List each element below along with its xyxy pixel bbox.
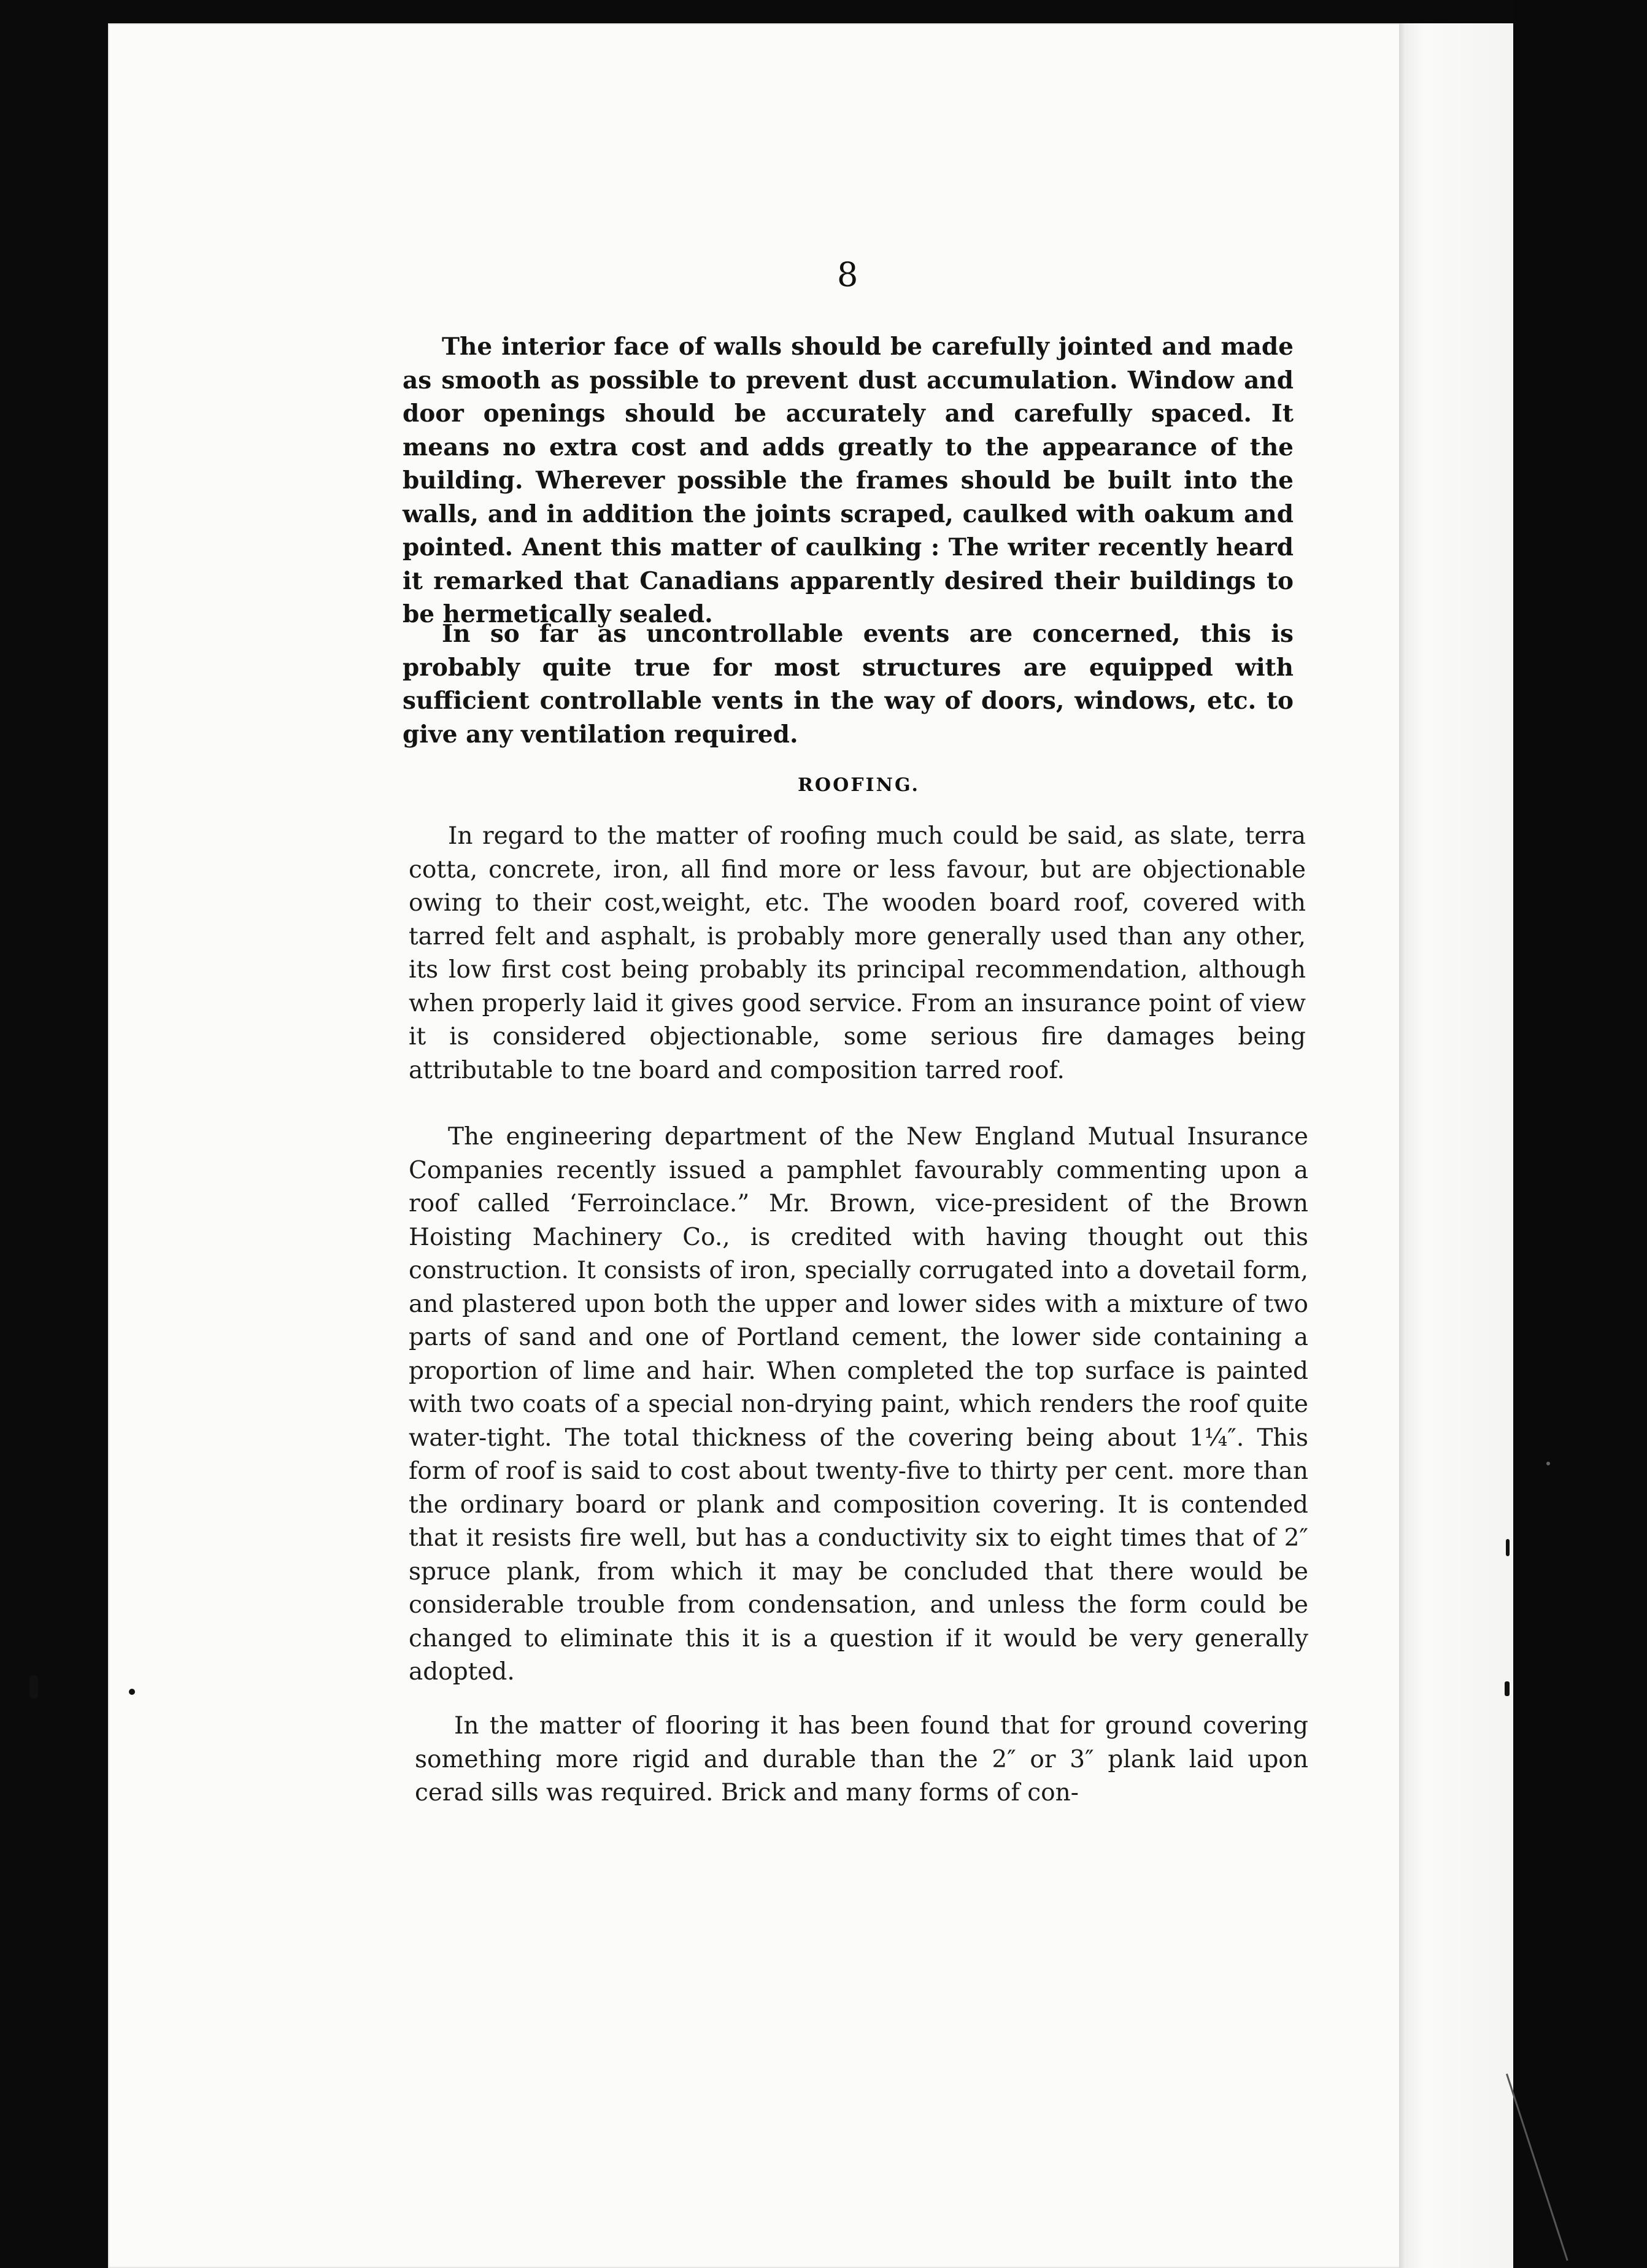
paragraph: In regard to the matter of roofing much could be said, as slate, terra cotta, concrete, iron, all find more or less favour, but are objectionable owing to their cost,weight, etc. The wooden board roof, covered with tarred felt and asphalt, is probably more generally used than any other, its low first cost being probably its principal recommendation, although when properly laid it gives good service. From an insurance point of view it is considered objectionable, some serious fire damages being attributable to tne board and composition tarred roof. xyxy=(409,822,1306,1084)
scan-edge-right xyxy=(1513,0,1647,2268)
paragraph: The interior face of walls should be carefully jointed and made as smooth as possible to prevent dust accumulation. Window and door openings should be accurately and carefully spaced. It means no extra cost and adds greatly to the appearance of the building. Wherever possible the frames should be built into the walls, and in addition the joints scraped, caulked with oakum and pointed. Anent this matter of caulking : The writer recently heard it remarked that Canadians apparently desired their buildings to be hermetically sealed. xyxy=(403,333,1294,628)
paragraph: In the matter of flooring it has been found that for ground covering something more rigid and durable than the 2″ or 3″ plank laid upon cerad sills was required. Brick and many forms of con- xyxy=(415,1712,1308,1807)
paragraph: In so far as uncontrollable events are concerned, this is probably quite true for most structures are equipped with sufficient controllable vents in the way of doors, windows, etc. to give any ventilation required. xyxy=(403,620,1294,749)
page-number: 8 xyxy=(837,255,858,294)
margin-speck xyxy=(29,1675,38,1699)
margin-speck xyxy=(1546,1462,1550,1465)
margin-speck xyxy=(1506,1539,1510,1556)
page-fold-shadow xyxy=(1399,23,1513,2268)
section-heading: ROOFING. xyxy=(798,774,920,796)
margin-speck xyxy=(129,1689,135,1695)
margin-speck xyxy=(1505,1681,1510,1696)
paragraph: The engineering department of the New England Mutual Insurance Companies recently issued a pamphlet favourably commenting upon a roof called ‘Ferroinclace.” Mr. Brown, vice-president of the Brown Hoisting Machinery Co., is credited with having thought out this construction. It consists of iron, specially corrugated into a dovetail form, and plastered upon both the upper and lower sides with a mixture of two parts of sand and one of Portland cement, the lower side containing a proportion of lime and hair. When completed the top surface is painted with two coats of a special non-drying paint, which renders the roof quite water-tight. The total thickness of the covering being about 1¼″. This form of roof is said to cost about twenty-five to thirty per cent. more than the ordinary board or plank and composition covering. It is contended that it resists fire well, but has a conductivity six to eight times that of 2″ spruce plank, from which it may be concluded that there would be considerable trouble from condensation, and unless the form could be changed to eliminate this it is a question if it would be very generally adopted. xyxy=(409,1123,1308,1686)
